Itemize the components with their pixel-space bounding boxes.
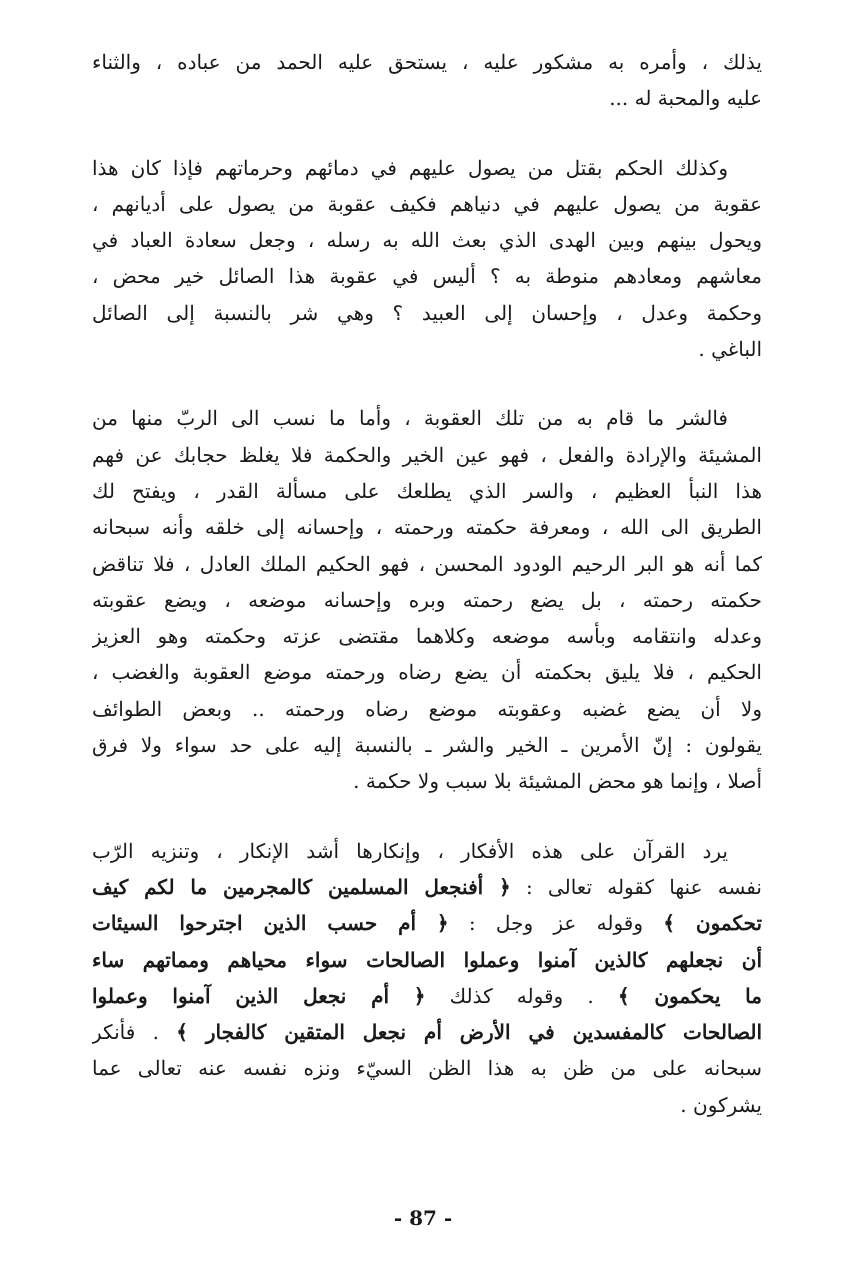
body-text: وعدله وانتقامه وبأسه موضعه وكلاهما مقتضى عزته وحكمته وهو العزيز [92,624,762,649]
text-line [92,258,762,294]
text-line [92,44,762,80]
text-line [92,509,762,545]
body-text: حكمته رحمته ، بل يضع رحمته وبره وإحسانه موضعه ، ويضع عقوبته [92,587,762,612]
text-line [92,942,762,978]
quran-verse-text: ﴿ أم نجعل الذين آمنوا وعملوا [92,983,426,1008]
body-text: وكذلك الحكم بقتل من يصول عليهم في دمائهم وحرماتهم فإذا كان هذا [92,155,728,180]
quran-verse-text: ما يحكمون ﴾ [617,983,762,1008]
text-line [92,331,762,367]
body-text: هذا النبأ العظيم ، والسر الذي يطلعك على مسألة القدر ، ويفتح لك [92,478,762,503]
text-line [92,473,762,509]
text-line [92,1087,762,1123]
body-text: عليه والمحبة له ... [609,86,762,111]
text-line [92,1050,762,1086]
paragraph [92,833,762,1123]
body-text: سبحانه على من ظن به هذا الظن السيّء ونزه نفسه عنه تعالى عما [92,1056,762,1081]
text-line [92,222,762,258]
body-text: عقوبة من يصول عليهم في دنياهم فكيف عقوبة من يصول على أديانهم ، [92,191,762,216]
body-text: الطريق الى الله ، ومعرفة حكمته ورحمته ، وإحسانه إلى خلقه وأنه سبحانه [92,515,762,540]
page-body [92,44,762,1123]
paragraph [92,44,762,117]
paragraph-gap [92,800,762,833]
body-text: الحكيم ، فلا يليق بحكمته أن يضع رضاه ورحمته موضع العقوبة والغضب ، [92,660,762,685]
body-text: . فأنكر [92,1020,177,1045]
quran-verse-text: الصالحات كالمفسدين في الأرض أم نجعل المتقين كالفجار ﴾ [176,1020,762,1045]
text-line [92,763,762,799]
quran-verse-text: ﴿ أم حسب الذين اجترحوا السيئات [92,911,449,936]
body-text: وحكمة وعدل ، وإحسان إلى العبيد ؟ وهي شر بالنسبة إلى الصائل [92,300,762,325]
quran-verse-text: أن نجعلهم كالذين آمنوا وعملوا الصالحات سواء محياهم ومماتهم ساء [92,947,762,972]
body-text: . وقوله كذلك [425,983,618,1008]
text-line [92,905,762,941]
text-line [92,727,762,763]
paragraph [92,400,762,799]
text-line [92,437,762,473]
body-text: يشركون . [680,1092,762,1117]
body-text: الباغي . [698,337,762,362]
paragraph-gap [92,367,762,400]
body-text: نفسه عنها كقوله تعالى : [510,874,762,899]
quran-verse-text: ﴿ أفنجعل المسلمين كالمجرمين ما لكم كيف [92,874,511,899]
text-line [92,546,762,582]
text-line [92,691,762,727]
paragraph-gap [92,117,762,150]
text-line [92,186,762,222]
text-line [92,1014,762,1050]
body-text: فالشر ما قام به من تلك العقوبة ، وأما ما نسب الى الربّ منها من [92,406,728,431]
paragraph [92,150,762,368]
body-text: معاشهم ومعادهم منوطة به ؟ أليس في عقوبة هذا الصائل خير محض ، [92,264,762,289]
text-line [92,978,762,1014]
body-text: وقوله عز وجل : [448,911,664,936]
text-line [92,80,762,116]
body-text: ولا أن يضع غضبه وعقوبته موضع رضاه ورحمته .. وبعض الطوائف [92,696,762,721]
body-text: أصلا ، وإنما هو محض المشيئة بلا سبب ولا حكمة . [353,769,762,794]
text-line [92,400,762,436]
text-line [92,150,762,186]
body-text: يرد القرآن على هذه الأفكار ، وإنكارها أشد الإنكار ، وتنزيه الرّب [92,838,728,863]
text-line [92,582,762,618]
body-text: كما أنه هو البر الرحيم الودود المحسن ، فهو الحكيم الملك العادل ، فلا تناقض [92,551,762,576]
body-text: المشيئة والإرادة والفعل ، فهو عين الخير والحكمة فلا يغلظ حجابك عن فهم [92,442,762,467]
page-number: - 87 - [393,1206,453,1230]
body-text: يقولون : إنّ الأمرين ـ الخير والشر ـ بالنسبة إليه على حد سواء ولا فرق [92,733,762,758]
text-line [92,295,762,331]
text-line [92,654,762,690]
quran-verse-text: تحكمون ﴾ [663,911,762,936]
text-line [92,618,762,654]
body-text: ويحول بينهم وبين الهدى الذي بعث الله به رسله ، وجعل سعادة العباد في [92,228,762,253]
text-line [92,833,762,869]
body-text: يذلك ، وأمره به مشكور عليه ، يستحق عليه الحمد من عباده ، والثناء [92,50,762,74]
text-line [92,869,762,905]
